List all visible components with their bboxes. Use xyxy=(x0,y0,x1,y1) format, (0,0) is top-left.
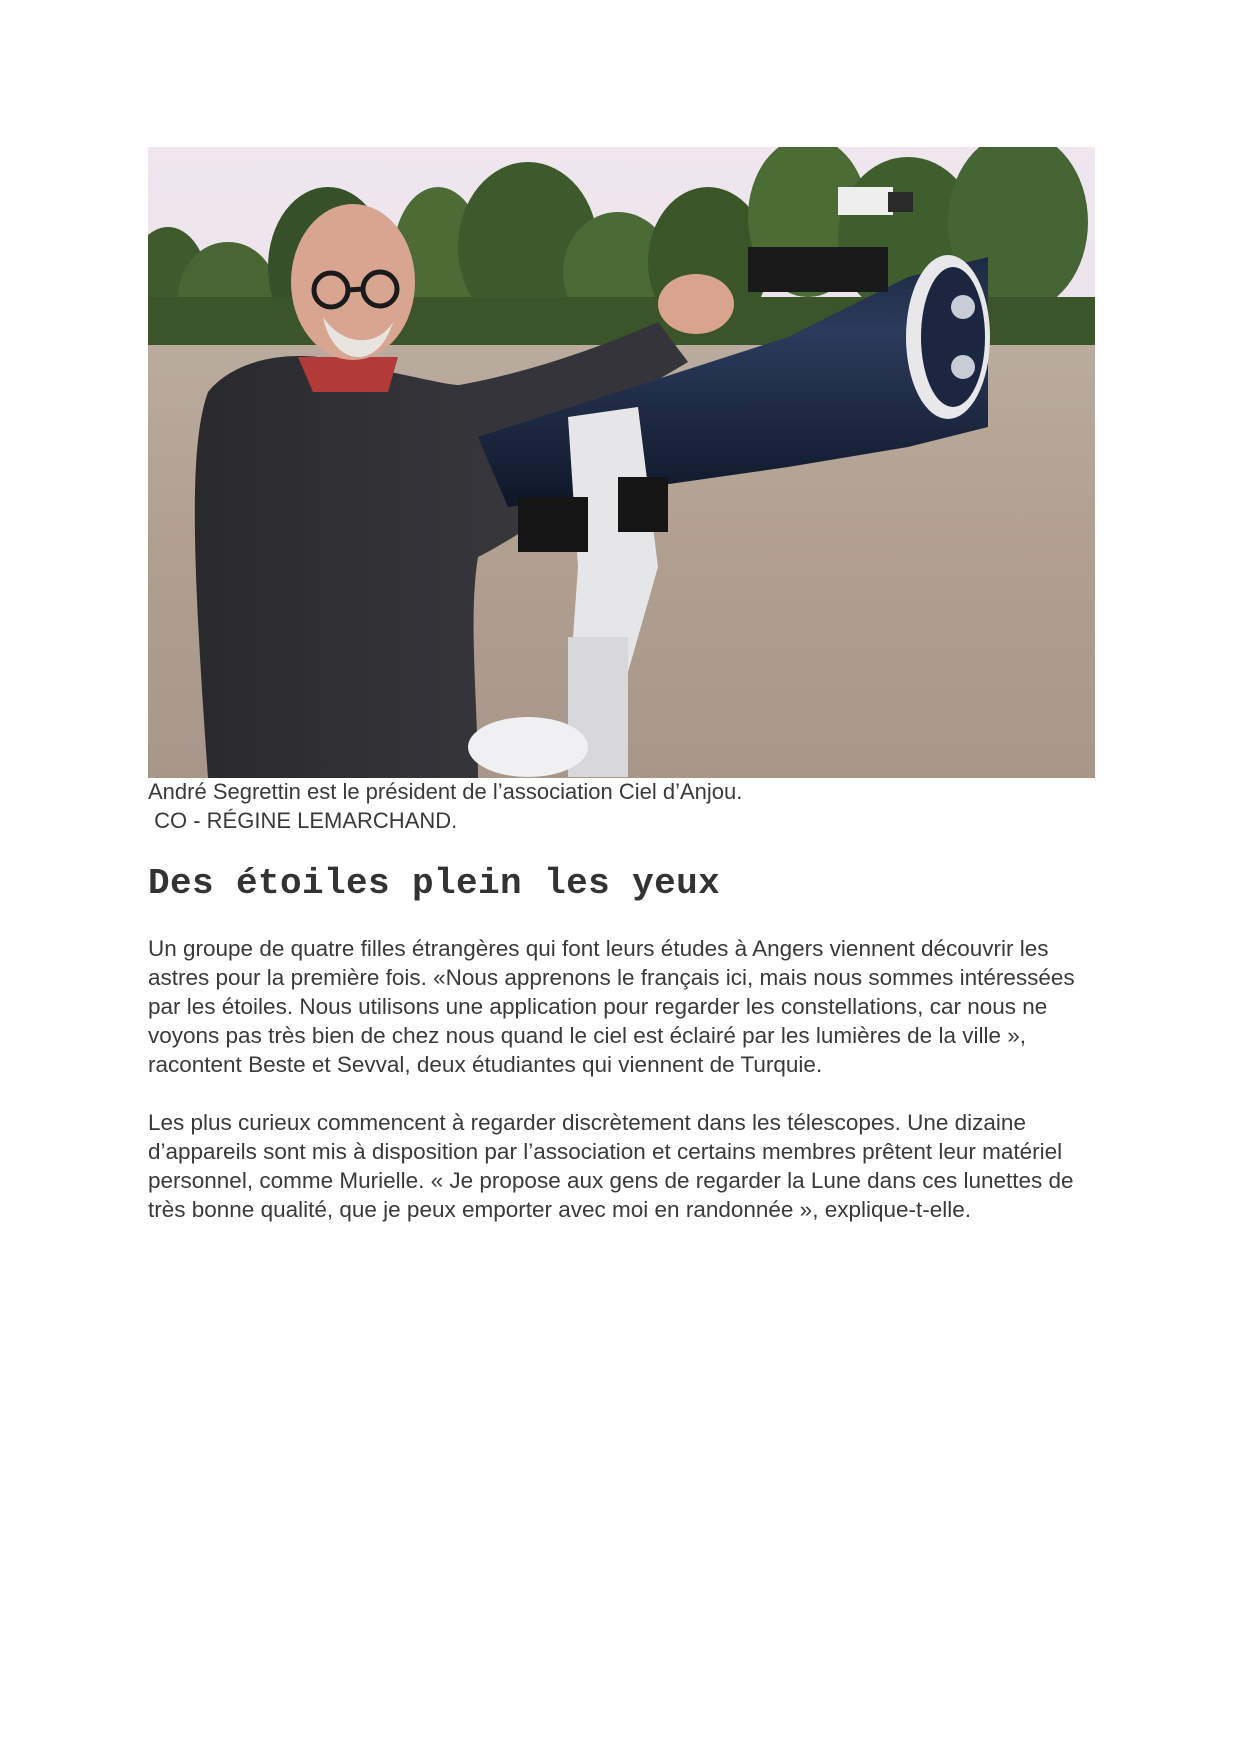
article-photo xyxy=(148,147,1095,778)
caption-text: André Segrettin est le président de l’association Ciel d’Anjou. xyxy=(148,779,743,804)
paragraph: Un groupe de quatre filles étrangères qui font leurs études à Angers viennent découvrir les astres pour la première fois. «Nous apprenons le français ici, mais nous sommes intéressées par les étoiles. Nous utilisons une application pour regarder les constellations, car nous ne voyons pas très bien de chez nous quand le ciel est éclairé par les lumières de la ville », racontent Beste et Sevval, deux étudiantes qui viennent de Turquie. xyxy=(148,936,1075,1077)
article-body xyxy=(148,934,1098,1253)
caption-credit: CO - RÉGINE LEMARCHAND. xyxy=(148,808,458,833)
paragraph: Les plus curieux commencent à regarder discrètement dans les télescopes. Une dizaine d’appareils sont mis à disposition par l’association et certains membres prêtent leur matériel personnel, comme Murielle. « Je propose aux gens de regarder la Lune dans ces lunettes de très bonne qualité, que je peux emporter avec moi en randonnée », explique-t-elle. xyxy=(148,1110,1074,1222)
photo-caption xyxy=(148,777,1098,835)
article-headline: Des étoiles plein les yeux xyxy=(148,863,721,904)
